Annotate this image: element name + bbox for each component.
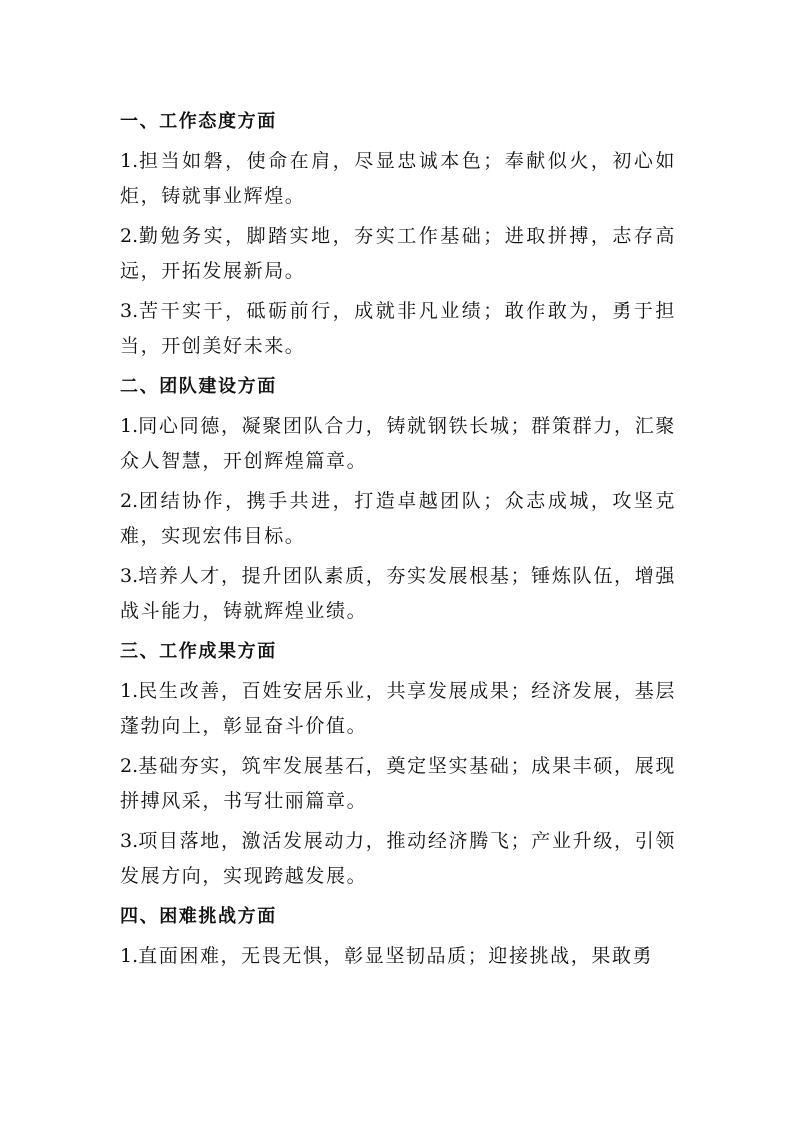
item-text: 同心同德，凝聚团队合力，铸就钢铁长城；群策群力，汇聚众人智慧，开创辉煌篇章。 [120,415,676,472]
list-item [120,674,676,744]
section-work-attitude [120,104,676,364]
section-heading: 二、团队建设方面 [120,376,277,397]
section-heading: 一、工作态度方面 [120,111,277,132]
item-number: 2. [120,225,139,247]
item-text: 团结协作，携手共进，打造卓越团队；众志成城，攻坚克难，实现宏伟目标。 [120,490,676,547]
document-page [120,104,676,979]
list-item [120,824,676,894]
list-item [120,484,676,554]
section-team-building [120,369,676,629]
item-number: 1. [120,945,139,967]
item-number: 1. [120,415,139,437]
item-number: 3. [120,565,139,587]
item-text: 勤勉务实，脚踏实地，夯实工作基础；进取拼搏，志存高远，开拓发展新局。 [120,225,676,282]
section-heading: 三、工作成果方面 [120,641,277,662]
item-number: 3. [120,300,139,322]
item-number: 2. [120,490,139,512]
item-text: 苦干实干，砥砺前行，成就非凡业绩；敢作敢为，勇于担当，开创美好未来。 [120,300,676,357]
item-number: 1. [120,150,139,172]
item-number: 1. [120,680,139,702]
list-item [120,144,676,214]
list-item [120,559,676,629]
item-text: 基础夯实，筑牢发展基石，奠定坚实基础；成果丰硕，展现拼搏风采，书写壮丽篇章。 [120,755,676,812]
item-text: 直面困难，无畏无惧，彰显坚韧品质；迎接挑战，果敢勇 [138,945,654,967]
list-item [120,219,676,289]
section-work-results [120,634,676,894]
list-item [120,409,676,479]
item-text: 担当如磐，使命在肩，尽显忠诚本色；奉献似火，初心如炬，铸就事业辉煌。 [120,150,676,207]
section-difficulties-challenges [120,899,676,974]
list-item [120,939,676,974]
list-item [120,294,676,364]
section-heading: 四、困难挑战方面 [120,906,277,927]
item-number: 3. [120,830,139,852]
list-item [120,749,676,819]
item-text: 培养人才，提升团队素质，夯实发展根基；锤炼队伍，增强战斗能力，铸就辉煌业绩。 [120,565,676,622]
item-number: 2. [120,755,139,777]
item-text: 项目落地，激活发展动力，推动经济腾飞；产业升级，引领发展方向，实现跨越发展。 [120,830,676,887]
item-text: 民生改善，百姓安居乐业，共享发展成果；经济发展，基层蓬勃向上，彰显奋斗价值。 [120,680,676,737]
